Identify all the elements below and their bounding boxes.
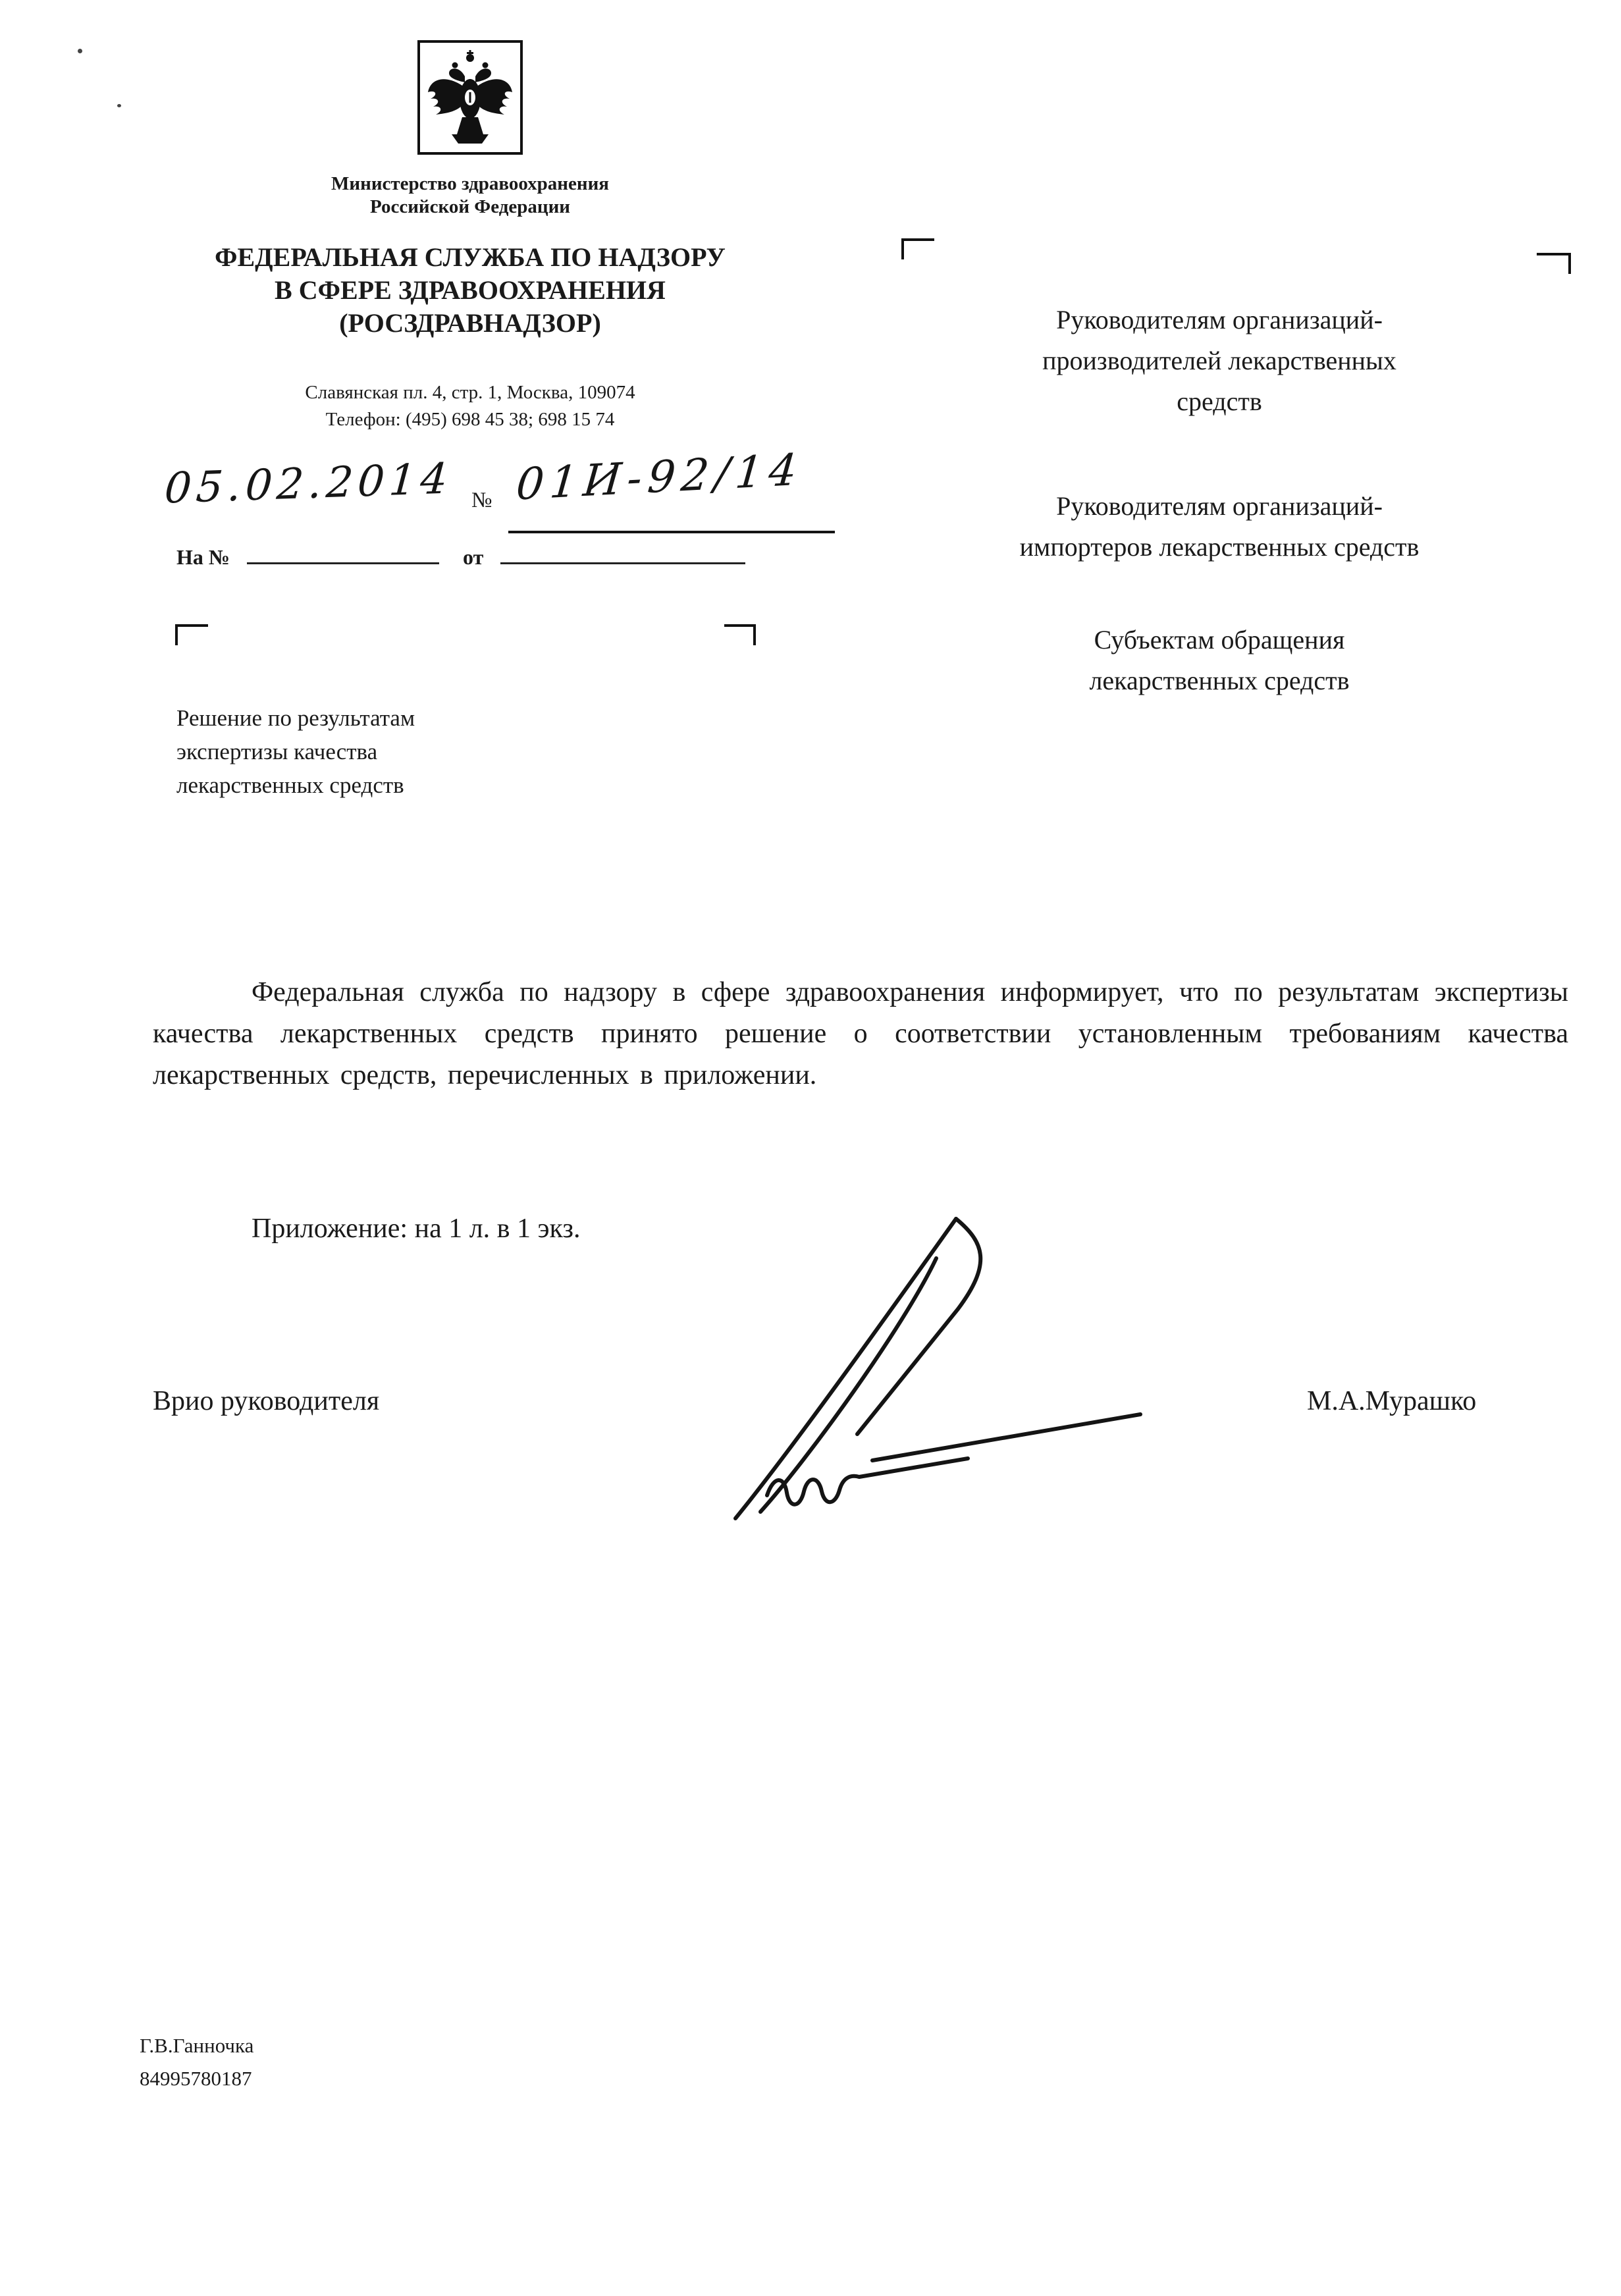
agency-line-1: ФЕДЕРАЛЬНАЯ СЛУЖБА ПО НАДЗОРУ [215, 242, 726, 272]
addressee-line: лекарственных средств [1089, 666, 1350, 695]
body-paragraph: Федеральная служба по надзору в сфере здравоохранения информирует, что по результатам экспертизы качества лекарственных средств принято решение о соответствии установленным требованиям качества лекарственных средств, перечисленных в приложении. [153, 977, 1568, 1090]
subject-field-corner-left [175, 624, 208, 645]
agency-line-2: В СФЕРЕ ЗДРАВООХРАНЕНИЯ [275, 275, 666, 305]
signer-name: М.А.Мурашко [1307, 1386, 1477, 1416]
addressee-line: Руководителям организаций- [1056, 491, 1383, 521]
addressee-block-subjects [870, 620, 1568, 701]
addressee-line: импортеров лекарственных средств [1019, 532, 1420, 562]
handwritten-signature-icon [709, 1202, 1170, 1532]
handwritten-outgoing-number: 01И-92/14 [514, 444, 805, 510]
scan-speck [78, 49, 82, 53]
handwritten-date: 05.02.2014 [163, 454, 454, 514]
number-underline [508, 531, 835, 533]
postal-address: Славянская пл. 4, стр. 1, Москва, 109074 [305, 382, 635, 403]
addressee-block-manufacturers [870, 300, 1568, 422]
subject-line-3: лекарственных средств [176, 772, 404, 798]
subject-line-2: экспертизы качества [176, 738, 378, 764]
reply-reference-line [176, 543, 745, 570]
addressee-block-importers [870, 486, 1568, 568]
ministry-name-block [141, 173, 799, 219]
executor-block [140, 2029, 253, 2095]
reply-from-label: от [463, 545, 484, 569]
reply-number-label: На № [176, 545, 230, 569]
signer-position-title: Врио руководителя [153, 1386, 380, 1416]
subject-line-1: Решение по результатам [176, 705, 415, 731]
reply-number-blank [247, 543, 439, 564]
phone-line: Телефон: (495) 698 45 38; 698 15 74 [325, 409, 615, 431]
ministry-line-1: Министерство здравоохранения [331, 173, 609, 194]
reply-date-blank [500, 543, 745, 564]
addressee-line: средств [1177, 387, 1262, 416]
addressee-field-corner-right [1537, 253, 1571, 274]
addressee-line: Субъектам обращения [1094, 625, 1345, 654]
addressee-field-corner-left [901, 238, 934, 259]
contact-block [141, 379, 799, 433]
addressee-line: Руководителям организаций- [1056, 305, 1383, 334]
addressee-line: производителей лекарственных [1042, 346, 1396, 375]
subject-block [176, 702, 637, 802]
executor-phone: 84995780187 [140, 2066, 252, 2090]
attachment-line: Приложение: на 1 л. в 1 экз. [252, 1214, 581, 1244]
agency-name-block [108, 241, 832, 340]
agency-line-3: (РОСЗДРАВНАДЗОР) [339, 308, 601, 338]
scan-speck [117, 104, 121, 107]
number-sign: № [471, 489, 492, 512]
ministry-line-2: Российской Федерации [369, 196, 570, 217]
executor-name: Г.В.Ганночка [140, 2034, 254, 2057]
subject-field-corner-right [724, 624, 756, 645]
coat-of-arms-icon [417, 40, 523, 155]
